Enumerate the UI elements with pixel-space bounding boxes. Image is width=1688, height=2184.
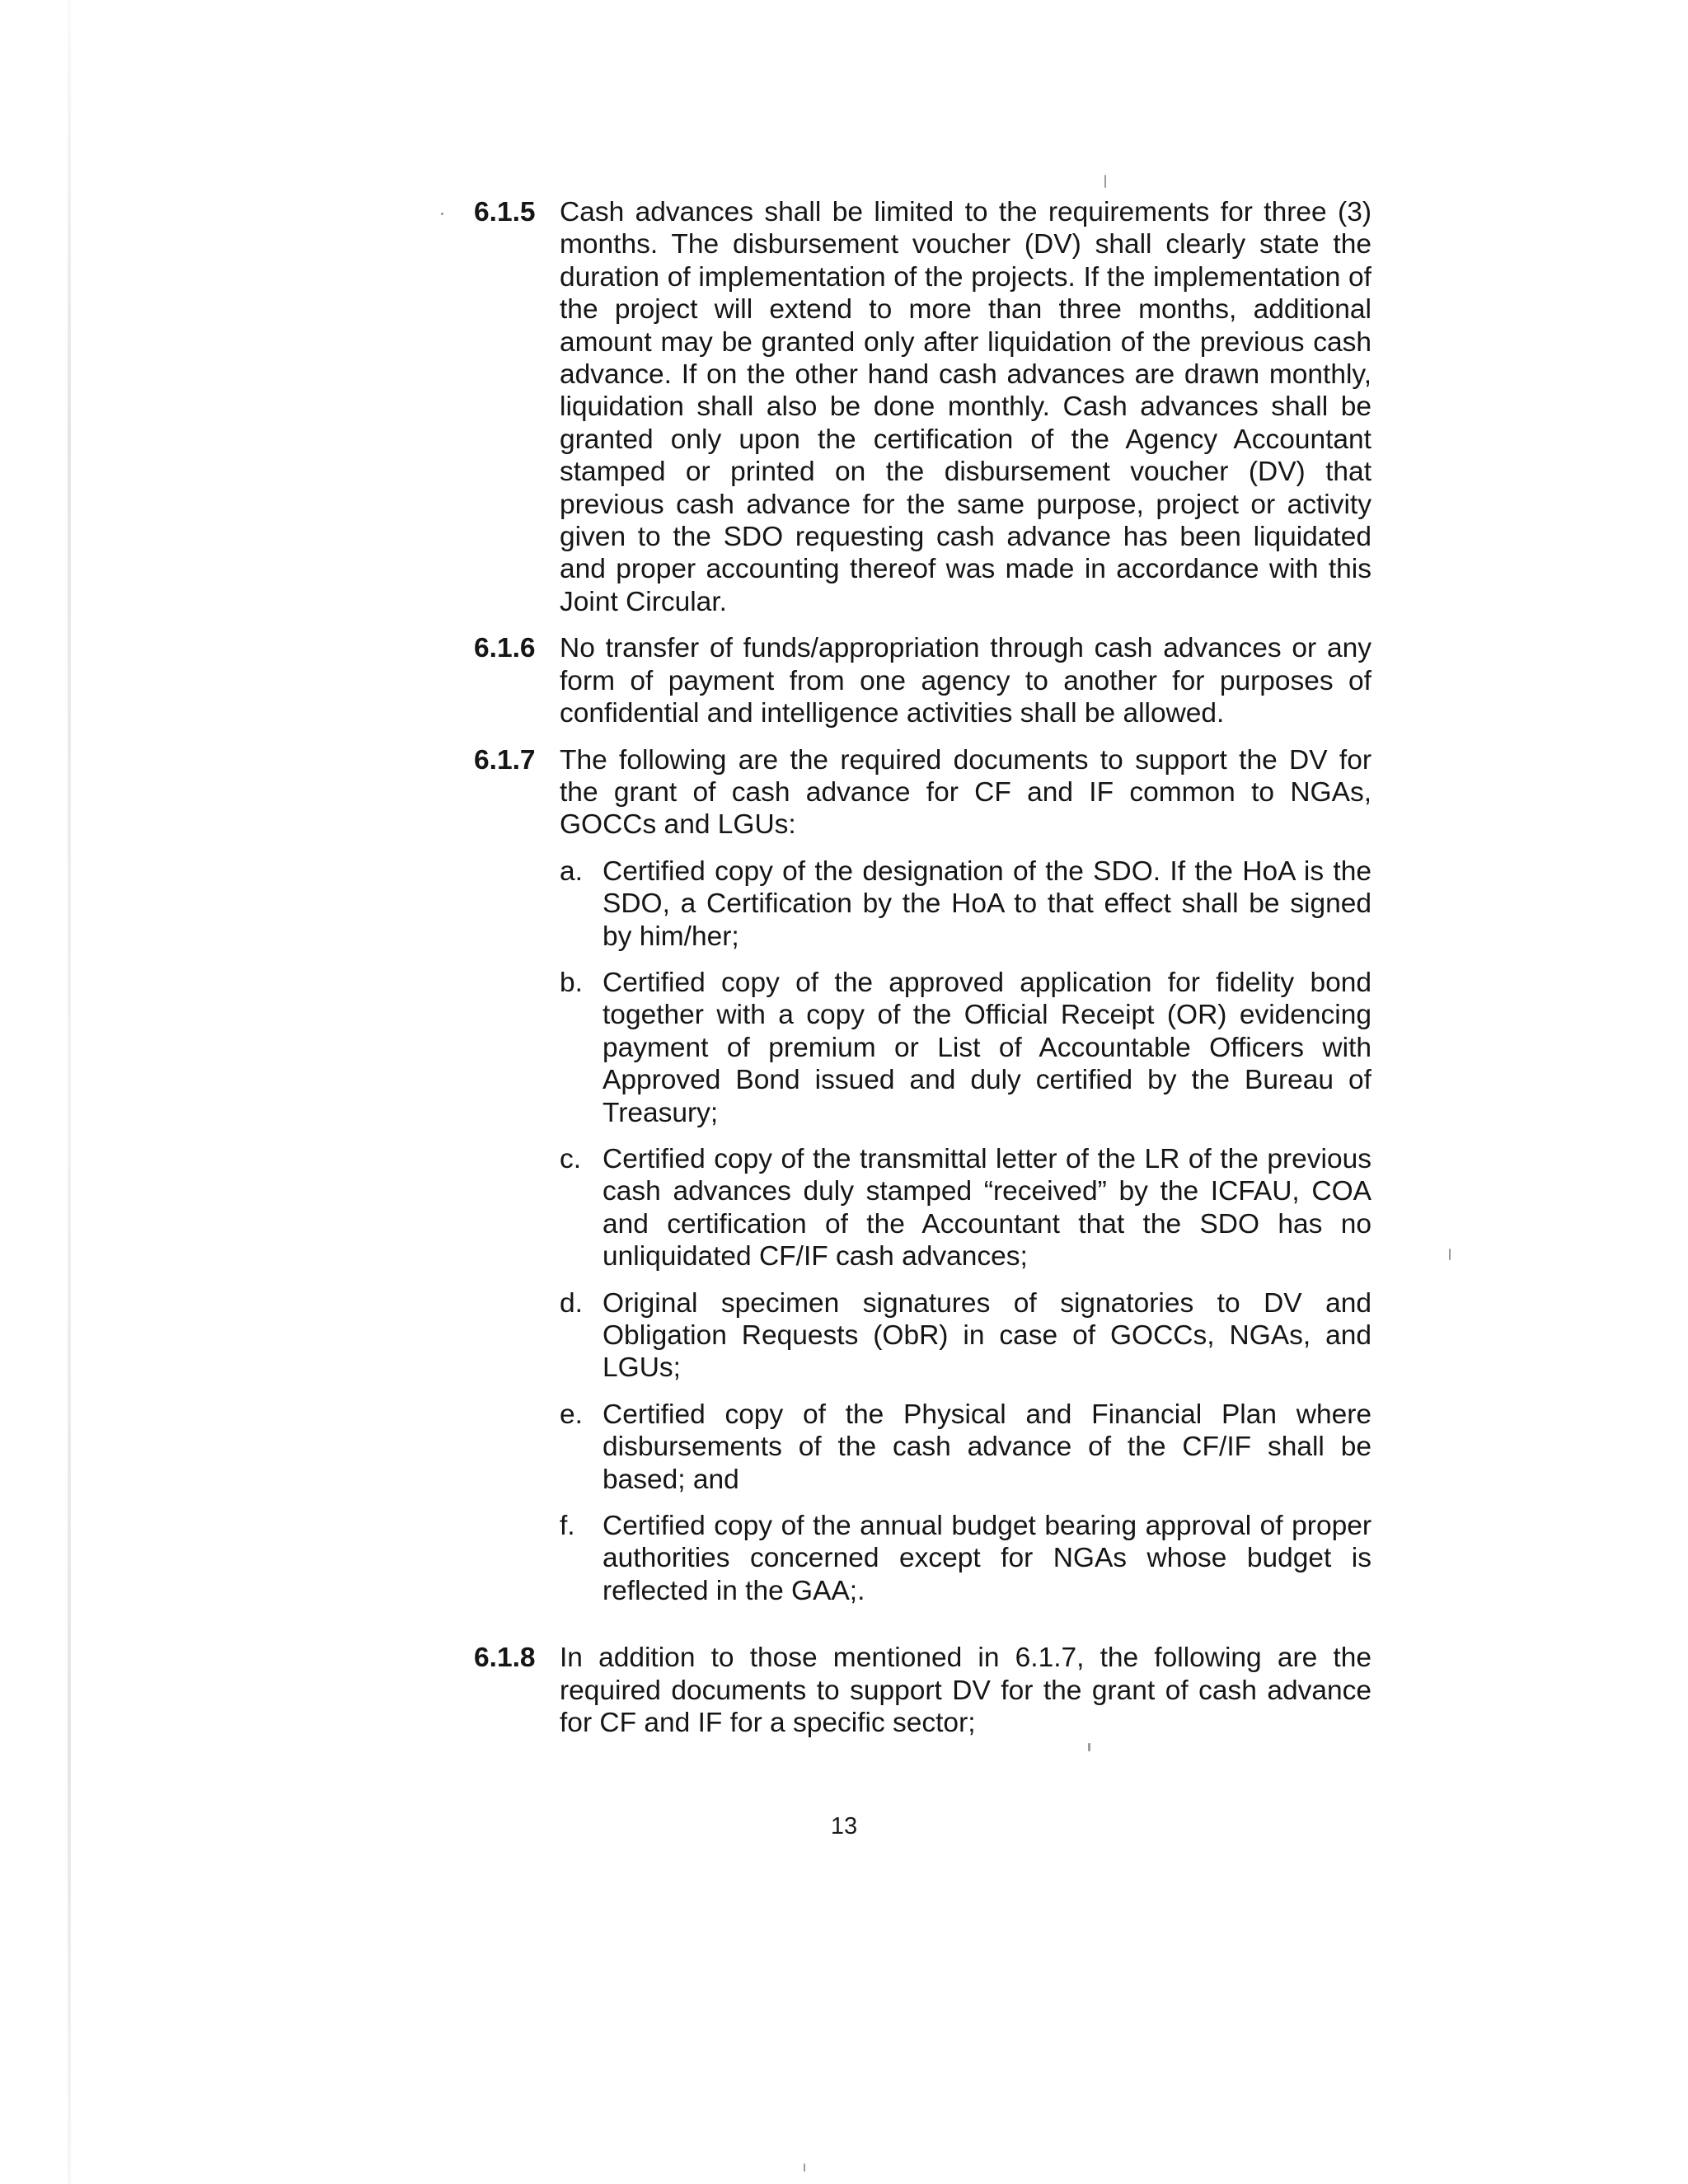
list-item-text: Certified copy of the Physical and Financial Plan where disbursements of the cash advance of the CF/IF shall be based; and — [603, 1399, 1372, 1495]
scan-speck — [441, 213, 443, 215]
section-6-1-8 — [474, 1642, 1381, 1739]
list-item-text: Certified copy of the approved application for fidelity bond together with a copy of the Official Receipt (OR) evidencing payment of premium or List of Accountable Officers with Approved Bond issued and duly certified by the Bureau of Treasury; — [603, 967, 1372, 1128]
section-number: 6.1.7 — [474, 744, 536, 776]
list-item-text: Original specimen signatures of signatories to DV and Obligation Requests (ObR) in case of GOCCs, NGAs, and LGUs; — [603, 1287, 1372, 1384]
list-item — [560, 967, 1372, 1129]
list-item-text: Certified copy of the transmittal letter of the LR of the previous cash advances duly stamped “received” by the ICFAU, COA and certification of the Accountant that the SDO has no unliquidated CF/IF cash advances; — [603, 1143, 1372, 1272]
list-item-text: Certified copy of the annual budget bearing approval of proper authorities concerned except for NGAs whose budget is reflected in the GAA;. — [603, 1511, 1372, 1606]
list-item-letter: c. — [560, 1143, 582, 1174]
section-number: 6.1.6 — [474, 633, 536, 664]
page-number: 13 — [830, 1813, 858, 1840]
required-documents-list — [560, 855, 1372, 1608]
list-item-text: Certified copy of the designation of the SDO. If the HoA is the SDO, a Certification by the HoA to that effect shall be signed by him/her; — [603, 855, 1372, 952]
section-6-1-5 — [474, 196, 1381, 618]
section-text: No transfer of funds/appropriation through cash advances or any form of payment from one agency to another for purposes of confidential and intelligence activities shall be allowed. — [560, 633, 1372, 729]
list-item — [560, 1510, 1372, 1607]
list-item-letter: d. — [560, 1287, 583, 1319]
scan-speck — [1449, 1249, 1451, 1260]
section-6-1-6 — [474, 632, 1381, 729]
section-6-1-7 — [474, 744, 1381, 1608]
section-number: 6.1.5 — [474, 197, 536, 227]
section-text: In addition to those mentioned in 6.1.7, the following are the required documents to support DV for the grant of cash advance for CF and IF for a specific sector; — [560, 1643, 1372, 1739]
list-item — [560, 855, 1372, 953]
section-body — [560, 744, 1372, 1608]
document-body — [474, 196, 1381, 1753]
scan-edge-shadow — [68, 0, 71, 2184]
list-item-letter: e. — [560, 1399, 583, 1430]
list-item — [560, 1287, 1372, 1385]
scan-speck — [804, 2163, 805, 2172]
section-text: Cash advances shall be limited to the requirements for three (3) months. The disbursement voucher (DV) shall clearly state the duration of implementation of the projects. If the implementation of the project will extend to more than three months, additional amount may be granted only after liquidation of the previous cash advance. If on the other hand cash advances are drawn monthly, liquidation shall also be done monthly. Cash advances shall be granted only upon the certification of the Agency Accountant stamped or printed on the disbursement voucher (DV) that previous cash advance for the same purpose, project or activity given to the SDO requesting cash advance has been liquidated and proper accounting thereof was made in accordance with this Joint Circular. — [560, 197, 1372, 617]
list-item-letter: f. — [560, 1511, 575, 1542]
list-item — [560, 1399, 1372, 1496]
section-number: 6.1.8 — [474, 1643, 536, 1674]
list-item-letter: b. — [560, 967, 583, 998]
list-item — [560, 1143, 1372, 1273]
section-text: The following are the required documents to support the DV for the grant of cash advance for CF and IF common to NGAs, GOCCs and LGUs: — [560, 744, 1372, 841]
list-item-letter: a. — [560, 855, 583, 887]
scan-speck — [1104, 175, 1106, 188]
